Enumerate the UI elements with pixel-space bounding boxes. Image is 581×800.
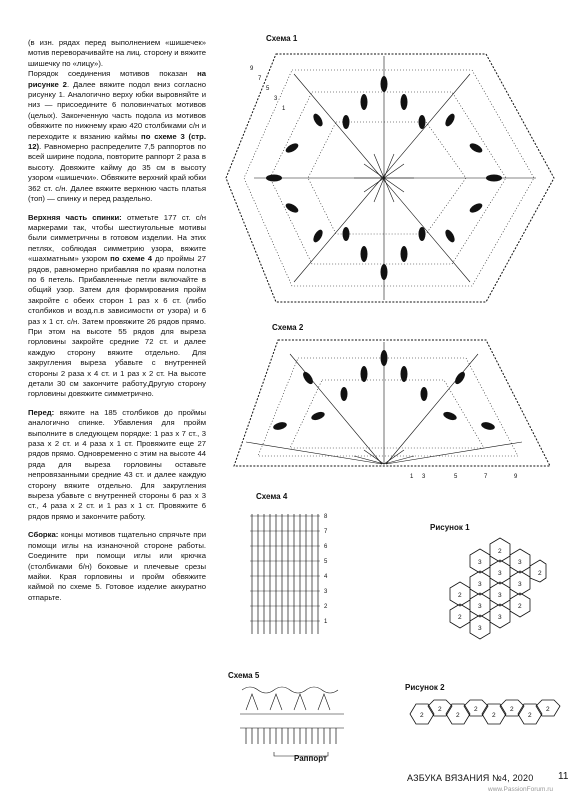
fig1-cell-12: 2 [538,570,542,577]
fig2-cell-6: 2 [510,706,514,713]
s4-row-label-6: 6 [324,544,328,550]
s1-row-label-3: 3 [274,96,278,102]
s4-row-label-3: 3 [324,589,328,595]
s1-row-label-1: 1 [282,106,286,112]
fig2-cell-8: 2 [546,706,550,713]
s1-row-label-7: 7 [258,76,262,82]
fig2-cell-4: 2 [474,706,478,713]
hem-text-3: . Равномерно распределите 7,5 раппортов по всей ширине подола, повторите раппорт 2 раза в высоту. Довяжите кайму до 35 см в высоту узором «шишечки». Обвяжите верхний край юбки 362 ст. с/н. Далее вяжите верхнюю часть платья (топ) — спинку и перед раздельно. [28,142,206,204]
fig2-cell-1: 2 [420,712,424,719]
fig1-cell-13: 3 [518,581,522,588]
fig1-cell-1: 2 [498,548,502,555]
paragraph-assembly [28,530,206,603]
fig1-cell-8: 2 [458,614,462,621]
intro-text: (в изн. рядах перед выполнением «шишечек» мотив переворачивайте на лиц. сторону и вяжите шишечку по «лицу»). [28,38,206,68]
s2-row-label-5: 5 [454,474,458,480]
fig1-cell-6: 3 [498,592,502,599]
s2-row-label-7: 7 [484,474,488,480]
fig2-cell-7: 2 [528,712,532,719]
fig2-cell-2: 2 [438,706,442,713]
assembly-text: концы мотивов тщательно спрячьте при помощи иглы на изнаночной стороне работы. Соедините при помощи иглы или крючка (столбиками б/н) боковые и плечевые срезы майки. Края горловины и пройм обвяжите каймой по схеме 5. Готовое изделие аккуратно отпарьте. [28,530,206,602]
front-heading: Перед: [28,407,55,417]
fig1-cell-11: 3 [518,559,522,566]
paragraph-hem [28,69,206,204]
s4-row-label-1: 1 [324,619,328,625]
scheme5-rapport-label: Раппорт [294,754,327,763]
paragraph-intro [28,38,206,69]
back-ref-scheme4: по схеме 4 [110,254,153,264]
s1-row-label-5: 5 [266,86,270,92]
hem-ref-fig2: на рисунке 2 [28,69,206,89]
scheme5-title: Схема 5 [228,671,260,680]
scheme2-title: Схема 2 [272,323,304,332]
s4-row-label-7: 7 [324,529,328,535]
figure2-title: Рисунок 2 [405,683,445,692]
scheme4-checker-diagram [248,504,338,644]
back-text-1: отметьте 177 ст. с/н маркерами так, чтобы шестиугольные мотивы были симметричны в готовом изделии. На этих петлях, соблюдая симметрию узора, вяжите «шахматным» узором [28,212,206,264]
scheme1-title: Схема 1 [266,34,298,43]
fig1-cell-9: 3 [498,614,502,621]
page-number: 11 [558,771,569,782]
hem-text-1: Порядок соединения мотивов показан [28,69,198,79]
fig1-cell-10: 3 [478,625,482,632]
fig1-cell-7: 3 [478,603,482,610]
magazine-footer: АЗБУКА ВЯЗАНИЯ №4, 2020 [407,773,534,783]
paragraph-back [28,213,206,400]
scheme1-hexagon-diagram [214,44,564,314]
hem-text-2: . Далее вяжите подол вниз согласно рисунку 1. Аналогично верху юбки выровняйте и низ — присоедините 6 половинчатых мотивов (целых). Законченную часть подола из мотивов обвяжите по нижнему краю 420 столбиками с/н и переходите к вязанию каймы [28,79,206,141]
scheme2-half-hexagon-diagram [214,332,564,482]
hem-ref-scheme3: по схеме 3 (стр. 12) [28,131,206,152]
fig1-cell-14: 2 [518,603,522,610]
s4-row-label-4: 4 [324,574,328,580]
s4-row-label-5: 5 [324,559,328,565]
fig1-cell-4: 3 [478,581,482,588]
fig1-cell-5: 2 [458,592,462,599]
fig2-cell-3: 2 [456,712,460,719]
s2-row-label-3: 3 [422,474,426,480]
s4-row-label-8: 8 [324,514,328,520]
back-heading: Верхняя часть спинки: [28,212,122,222]
article-text [28,38,206,611]
figure2-hexagon-strip [408,700,568,730]
fig2-cell-5: 2 [492,712,496,719]
figure1-hexagon-layout [440,538,550,664]
scheme4-title: Схема 4 [256,492,288,501]
s1-row-label-9: 9 [250,66,254,72]
figure1-title: Рисунок 1 [430,523,470,532]
front-text: вяжите на 185 столбиков до проймы аналогично спинке. Убавления для пройм выполните в следующем порядке: 1 раз х 7 ст., 3 раза х 2 ст. и 4 раза х 1 ст. Провяжите еще 27 рядов прямо. Одновременно с этим на высоте 44 ряда для выреза горловины оставьте непровязанными средние 43 ст. и далее каждую сторону вяжите отдельно. Для закругления выреза убавьте с внутренней стороны 6 раз х 3 ст., 4 раза х 2 ст. и 1 раз х 1 ст. Провяжите 6 рядов прямо и закончите работу. [28,407,206,521]
paragraph-front [28,408,206,522]
watermark: www.PassionForum.ru [488,786,554,793]
fig1-cell-3: 3 [498,570,502,577]
fig1-cell-2: 3 [478,559,482,566]
assembly-heading: Сборка: [28,530,59,540]
s2-row-label-9: 9 [514,474,518,480]
back-text-2: до проймы 27 рядов, равномерно прибавляя по краям полотна по 6 петель. Прибавленные петли включайте в общий узор. Затем для формирования пройм закройте с обеих сторон 1 раз х 6 ст. (либо столбиков и возд.п.в зависимости от узора) и 6 раз х 1 ст. с/н. Затем провяжите 26 рядов прямо. При этом на высоте 55 рядов для выреза горловины закройте средние 72 ст. и далее каждую сторону вяжите отдельно. Для закругления выреза убавьте с внутренней стороны 2 раза х 4 ст. и 1 раз х 2 ст. На высоте детали 30 см закончите работу.Другую сторону горловины довяжите симметрично. [28,254,206,399]
s2-row-label-1: 1 [410,474,414,480]
s4-row-label-2: 2 [324,604,328,610]
